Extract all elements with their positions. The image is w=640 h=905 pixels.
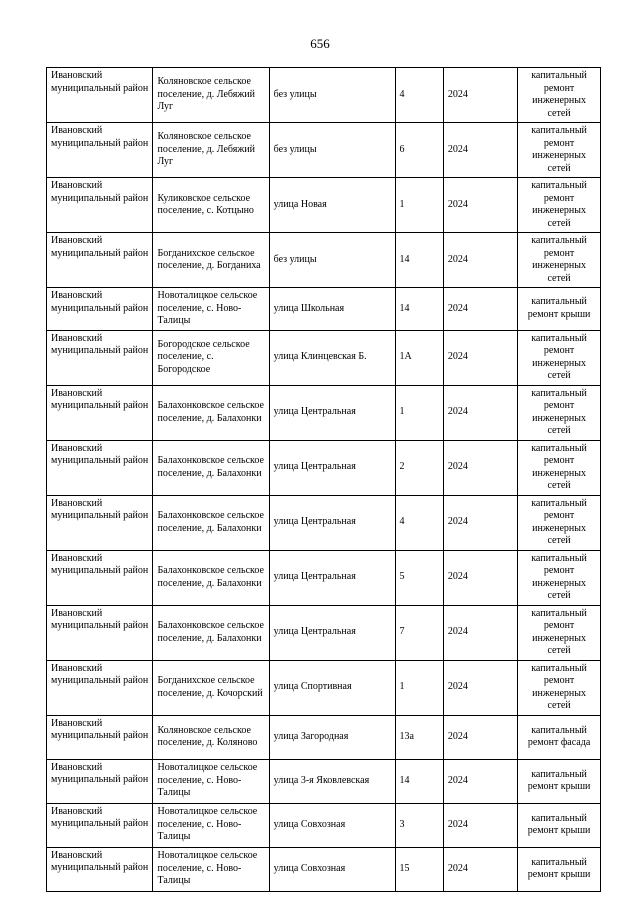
district-cell: Ивановский муниципальный район <box>47 123 153 178</box>
table-row <box>47 550 601 605</box>
house-number-cell: 4 <box>395 68 443 123</box>
work-type-cell: капитальный ремонт крыши <box>518 847 601 891</box>
district-cell: Ивановский муниципальный район <box>47 440 153 495</box>
district-cell: Ивановский муниципальный район <box>47 803 153 847</box>
year-cell: 2024 <box>443 288 517 331</box>
work-type-cell: капитальный ремонт инженерных сетей <box>518 330 601 385</box>
table-row <box>47 660 601 715</box>
settlement-cell: Коляновское сельское поселение, д. Лебяжий Луг <box>153 123 269 178</box>
registry-body <box>47 68 601 892</box>
street-cell: улица Загородная <box>269 715 395 759</box>
work-type-cell: капитальный ремонт инженерных сетей <box>518 178 601 233</box>
street-cell: улица Клинцевская Б. <box>269 330 395 385</box>
street-cell: улица Совхозная <box>269 847 395 891</box>
year-cell: 2024 <box>443 660 517 715</box>
work-type-cell: капитальный ремонт фасада <box>518 715 601 759</box>
house-number-cell: 6 <box>395 123 443 178</box>
work-type-cell: капитальный ремонт крыши <box>518 288 601 331</box>
house-number-cell: 1 <box>395 660 443 715</box>
district-cell: Ивановский муниципальный район <box>47 759 153 803</box>
year-cell: 2024 <box>443 759 517 803</box>
year-cell: 2024 <box>443 123 517 178</box>
year-cell: 2024 <box>443 233 517 288</box>
house-number-cell: 7 <box>395 605 443 660</box>
year-cell: 2024 <box>443 385 517 440</box>
work-type-cell: капитальный ремонт инженерных сетей <box>518 233 601 288</box>
table-row <box>47 123 601 178</box>
year-cell: 2024 <box>443 715 517 759</box>
street-cell: улица Центральная <box>269 385 395 440</box>
work-type-cell: капитальный ремонт инженерных сетей <box>518 550 601 605</box>
district-cell: Ивановский муниципальный район <box>47 233 153 288</box>
year-cell: 2024 <box>443 605 517 660</box>
settlement-cell: Коляновское сельское поселение, д. Лебяжий Луг <box>153 68 269 123</box>
settlement-cell: Балахонковское сельское поселение, д. Балахонки <box>153 550 269 605</box>
street-cell: без улицы <box>269 123 395 178</box>
table-row <box>47 847 601 891</box>
house-number-cell: 4 <box>395 495 443 550</box>
district-cell: Ивановский муниципальный район <box>47 288 153 331</box>
house-number-cell: 14 <box>395 288 443 331</box>
district-cell: Ивановский муниципальный район <box>47 330 153 385</box>
settlement-cell: Коляновское сельское поселение, д. Коляново <box>153 715 269 759</box>
year-cell: 2024 <box>443 178 517 233</box>
district-cell: Ивановский муниципальный район <box>47 715 153 759</box>
table-row <box>47 330 601 385</box>
table-row <box>47 803 601 847</box>
street-cell: улица Центральная <box>269 605 395 660</box>
settlement-cell: Балахонковское сельское поселение, д. Балахонки <box>153 385 269 440</box>
settlement-cell: Балахонковское сельское поселение, д. Балахонки <box>153 440 269 495</box>
settlement-cell: Балахонковское сельское поселение, д. Балахонки <box>153 605 269 660</box>
work-type-cell: капитальный ремонт инженерных сетей <box>518 123 601 178</box>
settlement-cell: Богородское сельское поселение, с. Богородское <box>153 330 269 385</box>
work-type-cell: капитальный ремонт крыши <box>518 803 601 847</box>
settlement-cell: Новоталицкое сельское поселение, с. Ново-Талицы <box>153 847 269 891</box>
work-type-cell: капитальный ремонт инженерных сетей <box>518 660 601 715</box>
table-row <box>47 440 601 495</box>
work-type-cell: капитальный ремонт инженерных сетей <box>518 440 601 495</box>
settlement-cell: Новоталицкое сельское поселение, с. Ново-Талицы <box>153 288 269 331</box>
repair-registry-table <box>46 67 601 892</box>
page-number: 656 <box>310 36 330 51</box>
table-row <box>47 233 601 288</box>
street-cell: улица Центральная <box>269 550 395 605</box>
district-cell: Ивановский муниципальный район <box>47 847 153 891</box>
year-cell: 2024 <box>443 68 517 123</box>
work-type-cell: капитальный ремонт инженерных сетей <box>518 68 601 123</box>
street-cell: улица 3-я Яковлевская <box>269 759 395 803</box>
house-number-cell: 1 <box>395 385 443 440</box>
year-cell: 2024 <box>443 550 517 605</box>
settlement-cell: Новоталицкое сельское поселение, с. Ново-Талицы <box>153 759 269 803</box>
table-row <box>47 605 601 660</box>
work-type-cell: капитальный ремонт инженерных сетей <box>518 385 601 440</box>
street-cell: улица Центральная <box>269 495 395 550</box>
street-cell: без улицы <box>269 233 395 288</box>
table-row <box>47 288 601 331</box>
street-cell: улица Центральная <box>269 440 395 495</box>
work-type-cell: капитальный ремонт инженерных сетей <box>518 605 601 660</box>
settlement-cell: Куликовское сельское поселение, с. Котцыно <box>153 178 269 233</box>
settlement-cell: Богданихское сельское поселение, д. Богданиха <box>153 233 269 288</box>
street-cell: улица Спортивная <box>269 660 395 715</box>
house-number-cell: 1 <box>395 178 443 233</box>
district-cell: Ивановский муниципальный район <box>47 660 153 715</box>
house-number-cell: 2 <box>395 440 443 495</box>
street-cell: улица Школьная <box>269 288 395 331</box>
year-cell: 2024 <box>443 495 517 550</box>
year-cell: 2024 <box>443 803 517 847</box>
table-row <box>47 759 601 803</box>
house-number-cell: 14 <box>395 233 443 288</box>
house-number-cell: 3 <box>395 803 443 847</box>
table-row <box>47 495 601 550</box>
table-row <box>47 385 601 440</box>
work-type-cell: капитальный ремонт крыши <box>518 759 601 803</box>
settlement-cell: Балахонковское сельское поселение, д. Балахонки <box>153 495 269 550</box>
house-number-cell: 13а <box>395 715 443 759</box>
district-cell: Ивановский муниципальный район <box>47 550 153 605</box>
table-row <box>47 68 601 123</box>
street-cell: без улицы <box>269 68 395 123</box>
house-number-cell: 14 <box>395 759 443 803</box>
street-cell: улица Совхозная <box>269 803 395 847</box>
year-cell: 2024 <box>443 440 517 495</box>
year-cell: 2024 <box>443 330 517 385</box>
table-row <box>47 715 601 759</box>
district-cell: Ивановский муниципальный район <box>47 495 153 550</box>
district-cell: Ивановский муниципальный район <box>47 178 153 233</box>
table-row <box>47 178 601 233</box>
settlement-cell: Новоталицкое сельское поселение, с. Ново-Талицы <box>153 803 269 847</box>
house-number-cell: 5 <box>395 550 443 605</box>
house-number-cell: 1А <box>395 330 443 385</box>
settlement-cell: Богданихское сельское поселение, д. Кочорский <box>153 660 269 715</box>
house-number-cell: 15 <box>395 847 443 891</box>
district-cell: Ивановский муниципальный район <box>47 68 153 123</box>
work-type-cell: капитальный ремонт инженерных сетей <box>518 495 601 550</box>
district-cell: Ивановский муниципальный район <box>47 605 153 660</box>
year-cell: 2024 <box>443 847 517 891</box>
street-cell: улица Новая <box>269 178 395 233</box>
district-cell: Ивановский муниципальный район <box>47 385 153 440</box>
